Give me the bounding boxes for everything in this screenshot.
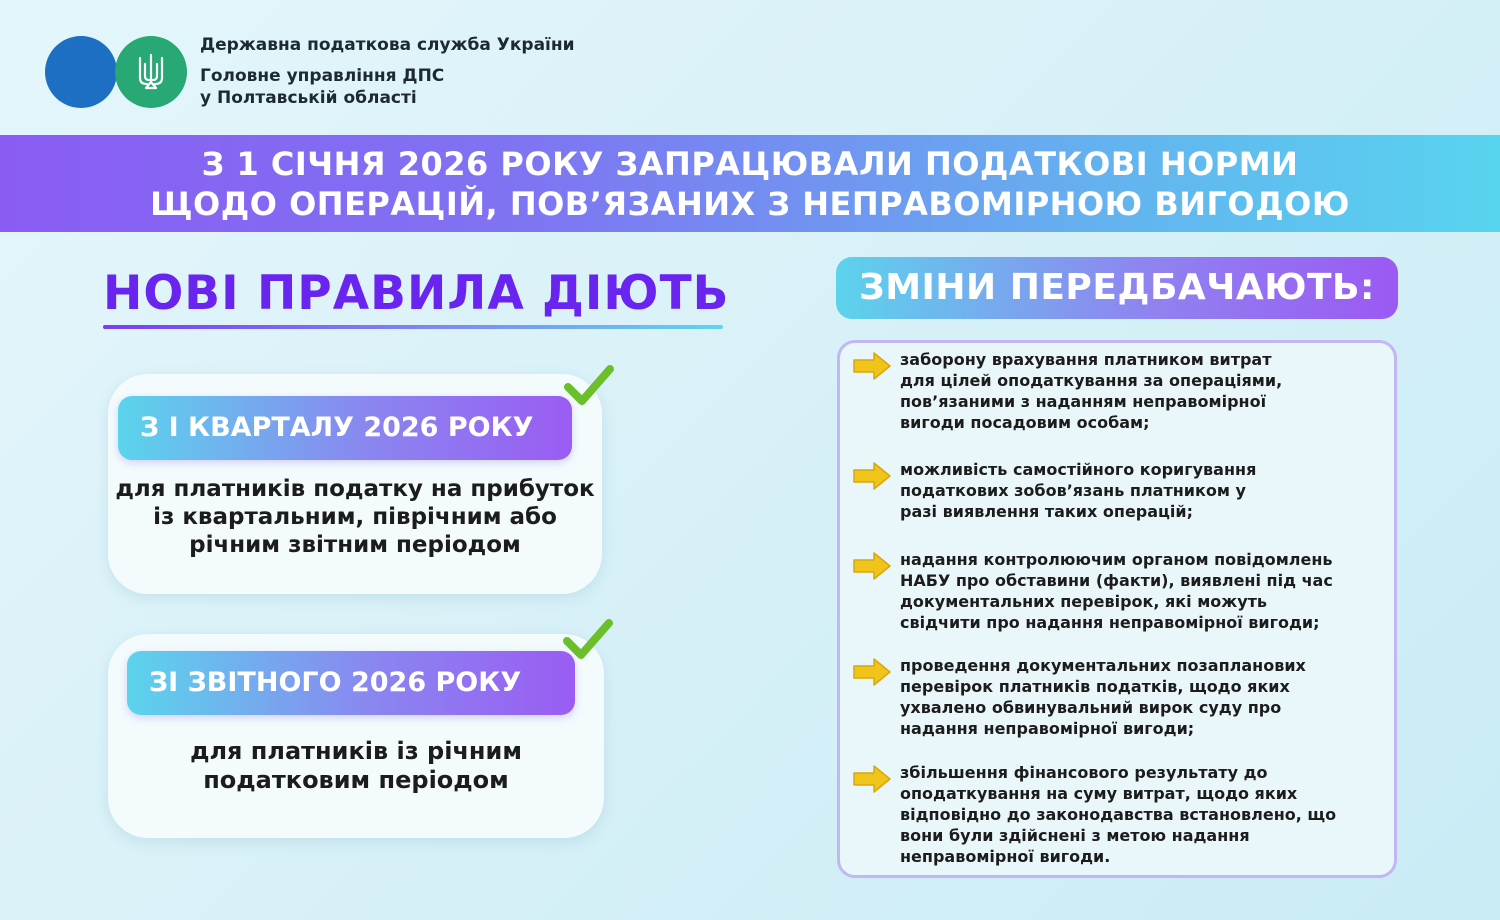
list-item-line: заборону врахування платником витрат	[900, 350, 1272, 369]
checkmark-icon	[563, 617, 613, 661]
changes-heading: ЗМІНИ ПЕРЕДБАЧАЮТЬ:	[836, 257, 1398, 319]
list-item-line: оподаткування на суму витрат, щодо яких	[900, 784, 1298, 803]
title-banner	[0, 135, 1500, 232]
list-item-line: ухвалено обвинувальний вирок суду про	[900, 698, 1282, 717]
arrow-right-icon	[852, 551, 892, 581]
dps-logo	[45, 36, 190, 108]
rule-description-line: для платників із річним	[190, 737, 522, 765]
logo-green-circle	[115, 36, 187, 108]
org-line: Головне управління ДПС	[200, 66, 445, 86]
list-item-line: свідчити про надання неправомірної вигоди;	[900, 613, 1320, 632]
arrow-right-icon	[852, 764, 892, 794]
list-item-text	[900, 349, 1390, 433]
list-item-line: проведення документальних позапланових	[900, 656, 1306, 675]
rule-description	[108, 737, 604, 795]
list-item-line: документальних перевірок, які можуть	[900, 592, 1268, 611]
list-item-line: для цілей оподаткування за операціями,	[900, 371, 1283, 390]
rule-description-line: для платників податку на прибуток	[115, 476, 595, 502]
list-item-line: відповідно до законодавства встановлено, що	[900, 805, 1337, 824]
list-item-line: неправомірної вигоди.	[900, 847, 1111, 866]
org-line: Державна податкова служба України	[200, 35, 575, 55]
banner-title-line: ЩОДО ОПЕРАЦІЙ, ПОВ’ЯЗАНИХ З НЕПРАВОМІРНОЮ ВИГОДОЮ	[150, 184, 1350, 223]
rule-description-line: податковим періодом	[203, 766, 509, 794]
list-item-line: НАБУ про обставини (факти), виявлені під час	[900, 571, 1333, 590]
list-item-text	[900, 549, 1390, 633]
org-line: у Полтавській області	[200, 88, 417, 108]
banner-title-line: З 1 СІЧНЯ 2026 РОКУ ЗАПРАЦЮВАЛИ ПОДАТКОВІ НОРМИ	[201, 144, 1299, 183]
trident-emblem-icon	[136, 52, 166, 92]
new-rules-heading: НОВІ ПРАВИЛА ДІЮТЬ	[103, 266, 730, 321]
arrow-right-icon	[852, 461, 892, 491]
list-item-text	[900, 655, 1390, 739]
list-item-line: надання неправомірної вигоди;	[900, 719, 1195, 738]
list-item-line: разі виявлення таких операцій;	[900, 502, 1193, 521]
list-item-text	[900, 459, 1390, 522]
rule-description	[108, 475, 602, 559]
rule-description-line: із квартальним, піврічним або	[153, 504, 557, 530]
list-item-line: вони були здійснені з метою надання	[900, 826, 1250, 845]
list-item-line: пов’язаними з наданням неправомірної	[900, 392, 1267, 411]
organization-name	[200, 34, 575, 109]
list-item-line: перевірок платників податків, щодо яких	[900, 677, 1290, 696]
checkmark-icon	[564, 363, 614, 407]
arrow-right-icon	[852, 657, 892, 687]
arrow-right-icon	[852, 351, 892, 381]
list-item-line: можливість самостійного коригування	[900, 460, 1257, 479]
rule-description-line: річним звітним періодом	[189, 532, 521, 558]
rule-period-label: З І КВАРТАЛУ 2026 РОКУ	[118, 396, 572, 460]
rule-period-label: ЗІ ЗВІТНОГО 2026 РОКУ	[127, 651, 575, 715]
list-item-line: податкових зобов’язань платником у	[900, 481, 1246, 500]
list-item-line: надання контролюючим органом повідомлень	[900, 550, 1333, 569]
list-item-text	[900, 762, 1390, 867]
heading-underline	[103, 325, 723, 329]
list-item-line: збільшення фінансового результату до	[900, 763, 1268, 782]
logo-blue-circle	[45, 36, 117, 108]
list-item-line: вигоди посадовим особам;	[900, 413, 1150, 432]
